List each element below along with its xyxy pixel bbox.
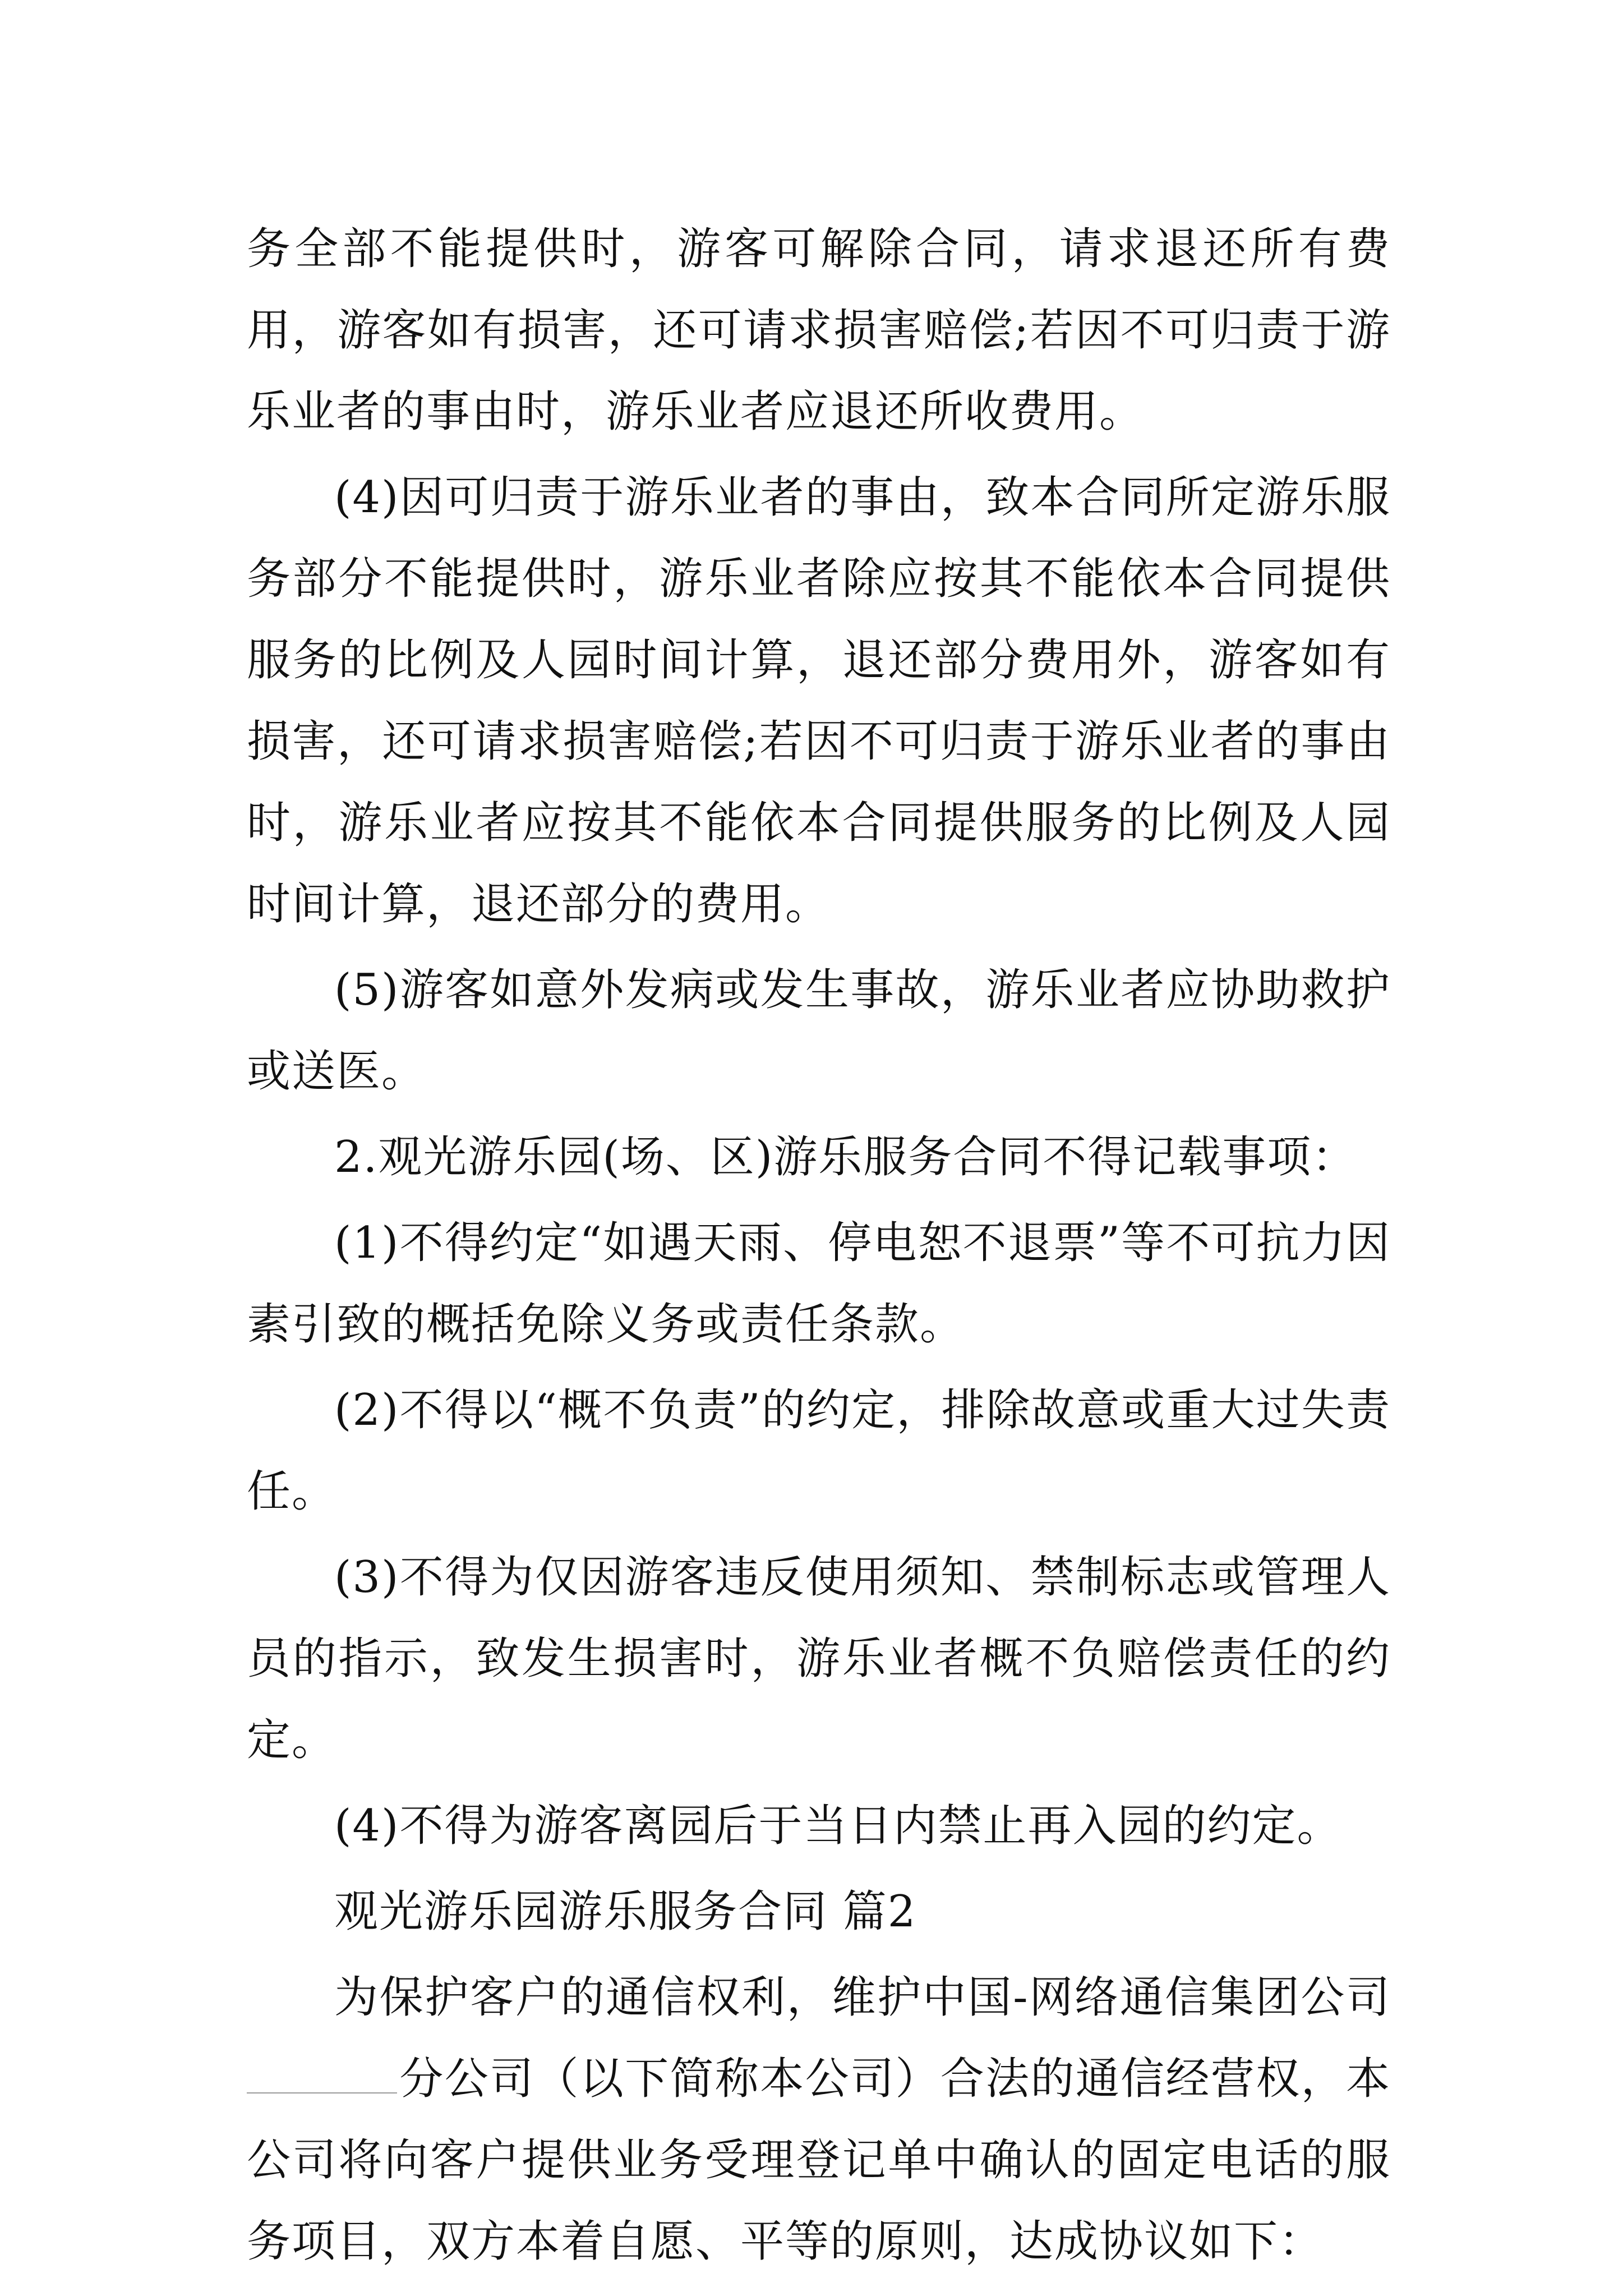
paragraph-8: (4)不得为游客离园后于当日内禁止再入园的约定。 xyxy=(334,1801,1342,1851)
paragraph-5: (1)不得约定“如遇天雨、停电恕不退票”等不可抗力因素引致的概括免除义务或责任条款。 xyxy=(247,1218,1391,1350)
paragraph-10-lead: 为保护客户的通信权利，维护中国-网络通信集团公司 xyxy=(334,1972,1391,2023)
paragraph-7: (3)不得为仅因游客违反使用须知、禁制标志或管理人员的指示，致发生损害时，游乐业者概不负赔偿责任的约定。 xyxy=(247,1552,1391,1765)
paragraph-2: (4)因可归责于游乐业者的事由，致本合同所定游乐服务部分不能提供时，游乐业者除应按其不能依本合同提供服务的比例及人园时间计算，退还部分费用外，游客如有损害，还可请求损害赔偿;若因不可归责于游乐业者的事由时，游乐业者应按其不能依本合同提供服务的比例及人园时间计算，退还部分的费用。 xyxy=(247,472,1391,930)
section-heading: 观光游乐园游乐服务合同 篇2 xyxy=(334,1887,917,1937)
paragraph-3: (5)游客如意外发病或发生事故，游乐业者应协助救护或送医。 xyxy=(247,965,1391,1097)
paragraph-6: (2)不得以“概不负责”的约定，排除故意或重大过失责任。 xyxy=(247,1385,1391,1517)
paragraph-1: 务全部不能提供时，游客可解除合同，请求退还所有费用，游客如有损害，还可请求损害赔偿;若因不可归责于游乐业者的事由时，游乐业者应退还所收费用。 xyxy=(247,224,1391,437)
fill-in-blank xyxy=(247,2092,397,2093)
document-body xyxy=(247,209,1391,2287)
paragraph-10-rest: 分公司（以下简称本公司）合法的通信经营权，本公司将向客户提供业务受理登记单中确认的固定电话的服务项目，双方本着自愿、平等的原则，达成协议如下： xyxy=(247,2054,1391,2267)
paragraph-4: 2.观光游乐园(场、区)游乐服务合同不得记载事项： xyxy=(334,1132,1357,1182)
paragraph-10 xyxy=(247,1957,1391,2283)
